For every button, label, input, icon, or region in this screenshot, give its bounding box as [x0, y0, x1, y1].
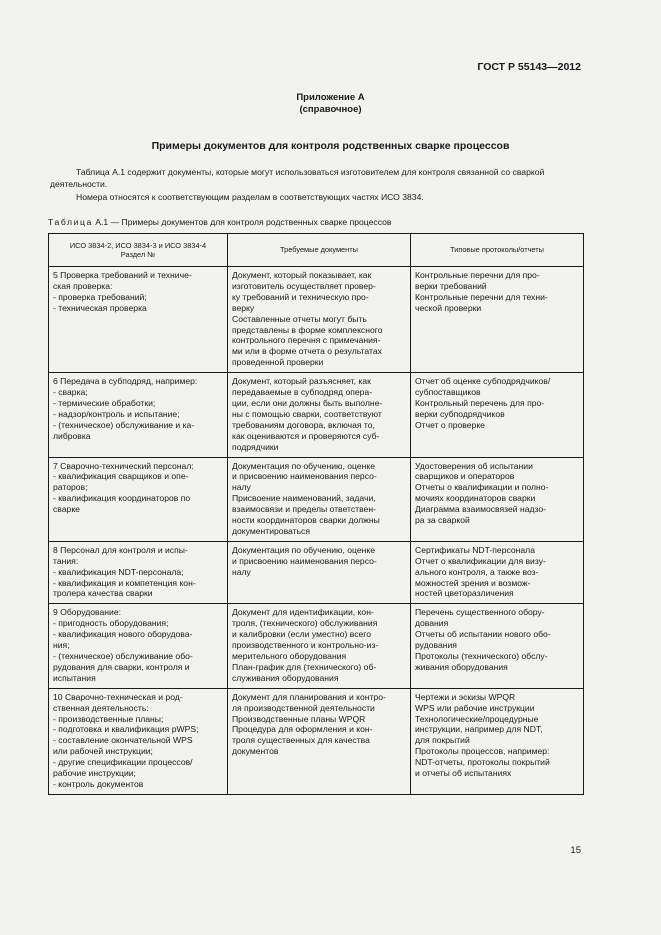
cell-line: рудования для сварки, контроля и: [53, 661, 190, 672]
standard-number: ГОСТ Р 55143—2012: [477, 61, 581, 73]
cell-line: Документ, который разъясняет, как: [232, 376, 371, 387]
cell-line: как оцениваются и проверяются суб-: [232, 430, 380, 441]
cell-line: изготовитель осуществляет провер-: [232, 280, 376, 291]
typical-reports-cell: [411, 541, 584, 604]
section-cell: [49, 541, 228, 604]
cell-line: Документация по обучению, оценке: [232, 544, 375, 555]
cell-line: - квалификация NDT-персонала;: [53, 566, 184, 577]
cell-line: или рабочей инструкции;: [53, 746, 153, 757]
required-documents-cell: [228, 373, 411, 457]
cell-line: живания оборудования: [415, 661, 508, 672]
cell-line: Документация по обучению, оценке: [232, 460, 375, 471]
table-row: [49, 267, 584, 373]
cell-line: сварщиков и операторов: [415, 471, 515, 482]
cell-line: либровка: [53, 430, 91, 441]
cell-line: Отчеты об испытании нового обо-: [415, 629, 551, 640]
cell-line: Отчеты о квалификации и полно-: [415, 482, 549, 493]
cell-line: - (техническое) обслуживание и ка-: [53, 419, 195, 430]
cell-line: Присвоение наименований, задачи,: [232, 493, 376, 504]
cell-line: Отчет о квалификации для визу-: [415, 555, 546, 566]
cell-line: Документ для планирования и контро-: [232, 691, 386, 702]
table-row: [49, 457, 584, 541]
section-cell: [49, 267, 228, 373]
header-sections: ИСО 3834-2, ИСО 3834-3 и ИСО 3834-4 Раздел №: [49, 234, 228, 267]
cell-line: - подготовка и квалификация pWPS;: [53, 724, 199, 735]
cell-line: - другие спецификации процессов/: [53, 757, 193, 768]
cell-line: раторов;: [53, 482, 88, 493]
table-row: [49, 604, 584, 688]
cell-line: - техническая проверка: [53, 302, 147, 313]
typical-reports-cell: [411, 604, 584, 688]
typical-reports-cell: [411, 267, 584, 373]
section-cell: [49, 604, 228, 688]
table-caption-text: А.1 — Примеры документов для контроля родственных сварке процессов: [92, 217, 392, 227]
cell-line: ческой проверки: [415, 302, 482, 313]
cell-line: 7 Сварочно-технический персонал:: [53, 460, 194, 471]
cell-line: производственного и контрольно-из-: [232, 640, 379, 651]
paragraph-1: Таблица А.1 содержит документы, которые могут использоваться изготовителем для контроля связанной со сваркой деятельности.: [50, 167, 545, 189]
cell-line: и присвоению наименования персо-: [232, 555, 377, 566]
cell-line: и отчеты об испытаниях: [415, 768, 512, 779]
cell-line: Составленные отчеты могут быть: [232, 313, 367, 324]
cell-line: 8 Персонал для контроля и испы-: [53, 544, 188, 555]
cell-line: - составление окончательной WPS: [53, 735, 193, 746]
cell-line: сварке: [53, 504, 80, 515]
table-row: [49, 541, 584, 604]
page-number: 15: [570, 845, 581, 856]
cell-line: Протоколы (технического) обслу-: [415, 651, 548, 661]
cell-line: - квалификация сварщиков и опе-: [53, 471, 189, 482]
cell-line: тания:: [53, 555, 79, 566]
table-header-row: [49, 234, 584, 267]
cell-line: 6 Передача в субподряд, например:: [53, 376, 198, 387]
cell-line: проведенной проверки: [232, 357, 324, 368]
cell-line: тролера качества сварки: [53, 588, 153, 599]
cell-line: Перечень существенного обору-: [415, 607, 545, 618]
cell-line: документов: [232, 746, 279, 757]
cell-line: ния;: [53, 640, 70, 651]
cell-line: Протоколы процессов, например:: [415, 746, 550, 757]
cell-line: ская проверка:: [53, 280, 113, 291]
cell-line: ля производственной деятельности: [232, 702, 375, 713]
cell-line: документироваться: [232, 525, 311, 536]
cell-line: Процедура для оформления и кон-: [232, 724, 373, 735]
table-row: [49, 688, 584, 794]
cell-line: NDT-отчеты, протоколы покрытий: [415, 757, 550, 768]
cell-line: - сварка;: [53, 387, 88, 398]
cell-line: представлены в форме комплексного: [232, 324, 383, 335]
cell-line: Контрольный перечень для про-: [415, 397, 545, 408]
cell-line: контрольного перечня с примечания-: [232, 335, 381, 346]
cell-line: требованиям договора, включая то,: [232, 419, 375, 430]
cell-line: верки субподрядчиков: [415, 408, 505, 419]
header-typical-reports: Типовые протоколы/отчеты: [411, 234, 584, 267]
cell-line: инструкции, например для NDT,: [415, 724, 543, 735]
cell-line: Отчет о проверке: [415, 419, 485, 430]
appendix-heading: [0, 92, 661, 116]
cell-line: Контрольные перечни для техни-: [415, 291, 548, 302]
required-documents-cell: [228, 604, 411, 688]
cell-line: взаимосвязи и пределы ответствен-: [232, 504, 376, 515]
typical-reports-cell: [411, 457, 584, 541]
cell-line: ны с помощью сварки, соответствуют: [232, 408, 382, 419]
cell-line: - квалификация координаторов по: [53, 493, 191, 504]
cell-line: - производственные планы;: [53, 713, 164, 724]
cell-line: - (техническое) обслуживание обо-: [53, 651, 193, 661]
typical-reports-cell: [411, 688, 584, 794]
cell-line: Удостоверения об испытании: [415, 460, 533, 471]
cell-line: субпоставщиков: [415, 387, 481, 398]
cell-line: Документ, который показывает, как: [232, 270, 372, 280]
cell-line: WPS или рабочие инструкции: [415, 702, 535, 713]
cell-line: - проверка требований;: [53, 291, 147, 302]
cell-line: дования: [415, 618, 449, 629]
cell-line: - надзор/контроль и испытание;: [53, 408, 180, 419]
cell-line: ности координаторов сварки должны: [232, 515, 380, 526]
documents-table: [48, 233, 584, 795]
header-required-documents: Требуемые документы: [228, 234, 411, 267]
cell-line: ального контроля, а также воз-: [415, 566, 539, 577]
cell-line: План-график для (технического) об-: [232, 661, 377, 672]
cell-line: - квалификация нового оборудова-: [53, 629, 193, 640]
cell-line: налу: [232, 566, 251, 577]
table-caption: [48, 217, 391, 227]
cell-line: Диаграмма взаимосвязей надзо-: [415, 504, 547, 515]
cell-line: ми или в форме отчета о результатах: [232, 346, 382, 357]
section-cell: [49, 688, 228, 794]
paragraph-2: Номера относятся к соответствующим разделам в соответствующих частях ИСО 3834.: [76, 192, 424, 202]
cell-line: подрядчики: [232, 441, 279, 452]
cell-line: Производственные планы WPQR: [232, 713, 366, 724]
cell-line: - квалификация и компетенция кон-: [53, 577, 196, 588]
cell-line: Документ для идентификации, кон-: [232, 607, 374, 618]
cell-line: ку требований и техническую про-: [232, 291, 369, 302]
table-caption-label: Таблица: [48, 217, 93, 227]
cell-line: ностей цветоразличения: [415, 588, 514, 599]
cell-line: можностей зрения и возмож-: [415, 577, 531, 588]
cell-line: верку: [232, 302, 255, 313]
required-documents-cell: [228, 541, 411, 604]
section-cell: [49, 457, 228, 541]
section-cell: [49, 373, 228, 457]
cell-line: налу: [232, 482, 251, 493]
cell-line: испытания: [53, 672, 96, 683]
cell-line: служивания оборудования: [232, 672, 339, 683]
cell-line: троля, (технического) обслуживания: [232, 618, 378, 629]
cell-line: передаваемые в субподряд опера-: [232, 387, 373, 398]
cell-line: Технологические/процедурные: [415, 713, 539, 724]
appendix-title: Приложение А: [296, 92, 365, 103]
cell-line: троля существенных для качества: [232, 735, 370, 746]
cell-line: рудования: [415, 640, 457, 651]
cell-line: Чертежи и эскизы WPQR: [415, 691, 516, 702]
cell-line: Контрольные перечни для про-: [415, 270, 540, 280]
typical-reports-cell: [411, 373, 584, 457]
cell-line: 10 Сварочно-техническая и род-: [53, 691, 183, 702]
document-title: Примеры документов для контроля родственных сварке процессов: [151, 140, 510, 152]
cell-line: Сертификаты NDT-персонала: [415, 544, 535, 555]
appendix-subtitle: (справочное): [299, 104, 362, 115]
cell-line: ственная деятельность:: [53, 702, 149, 713]
cell-line: для покрытий: [415, 735, 470, 746]
cell-line: ра за сваркой: [415, 515, 470, 526]
cell-line: верки требований: [415, 280, 487, 291]
cell-line: - пригодность оборудования;: [53, 618, 169, 629]
required-documents-cell: [228, 267, 411, 373]
cell-line: - контроль документов: [53, 778, 144, 789]
cell-line: 9 Оборудование:: [53, 607, 122, 618]
cell-line: и присвоению наименования персо-: [232, 471, 377, 482]
cell-line: 5 Проверка требований и техниче-: [53, 270, 192, 280]
cell-line: и калибровки (если уместно) всего: [232, 629, 372, 640]
table-row: [49, 373, 584, 457]
cell-line: - термические обработки;: [53, 397, 156, 408]
cell-line: ции, если они должны быть выполне-: [232, 397, 383, 408]
cell-line: Отчет об оценке субподрядчиков/: [415, 376, 551, 387]
required-documents-cell: [228, 457, 411, 541]
required-documents-cell: [228, 688, 411, 794]
cell-line: рабочие инструкции;: [53, 768, 136, 779]
cell-line: мочиях координаторов сварки: [415, 493, 536, 504]
cell-line: мерительного оборудования: [232, 651, 347, 661]
